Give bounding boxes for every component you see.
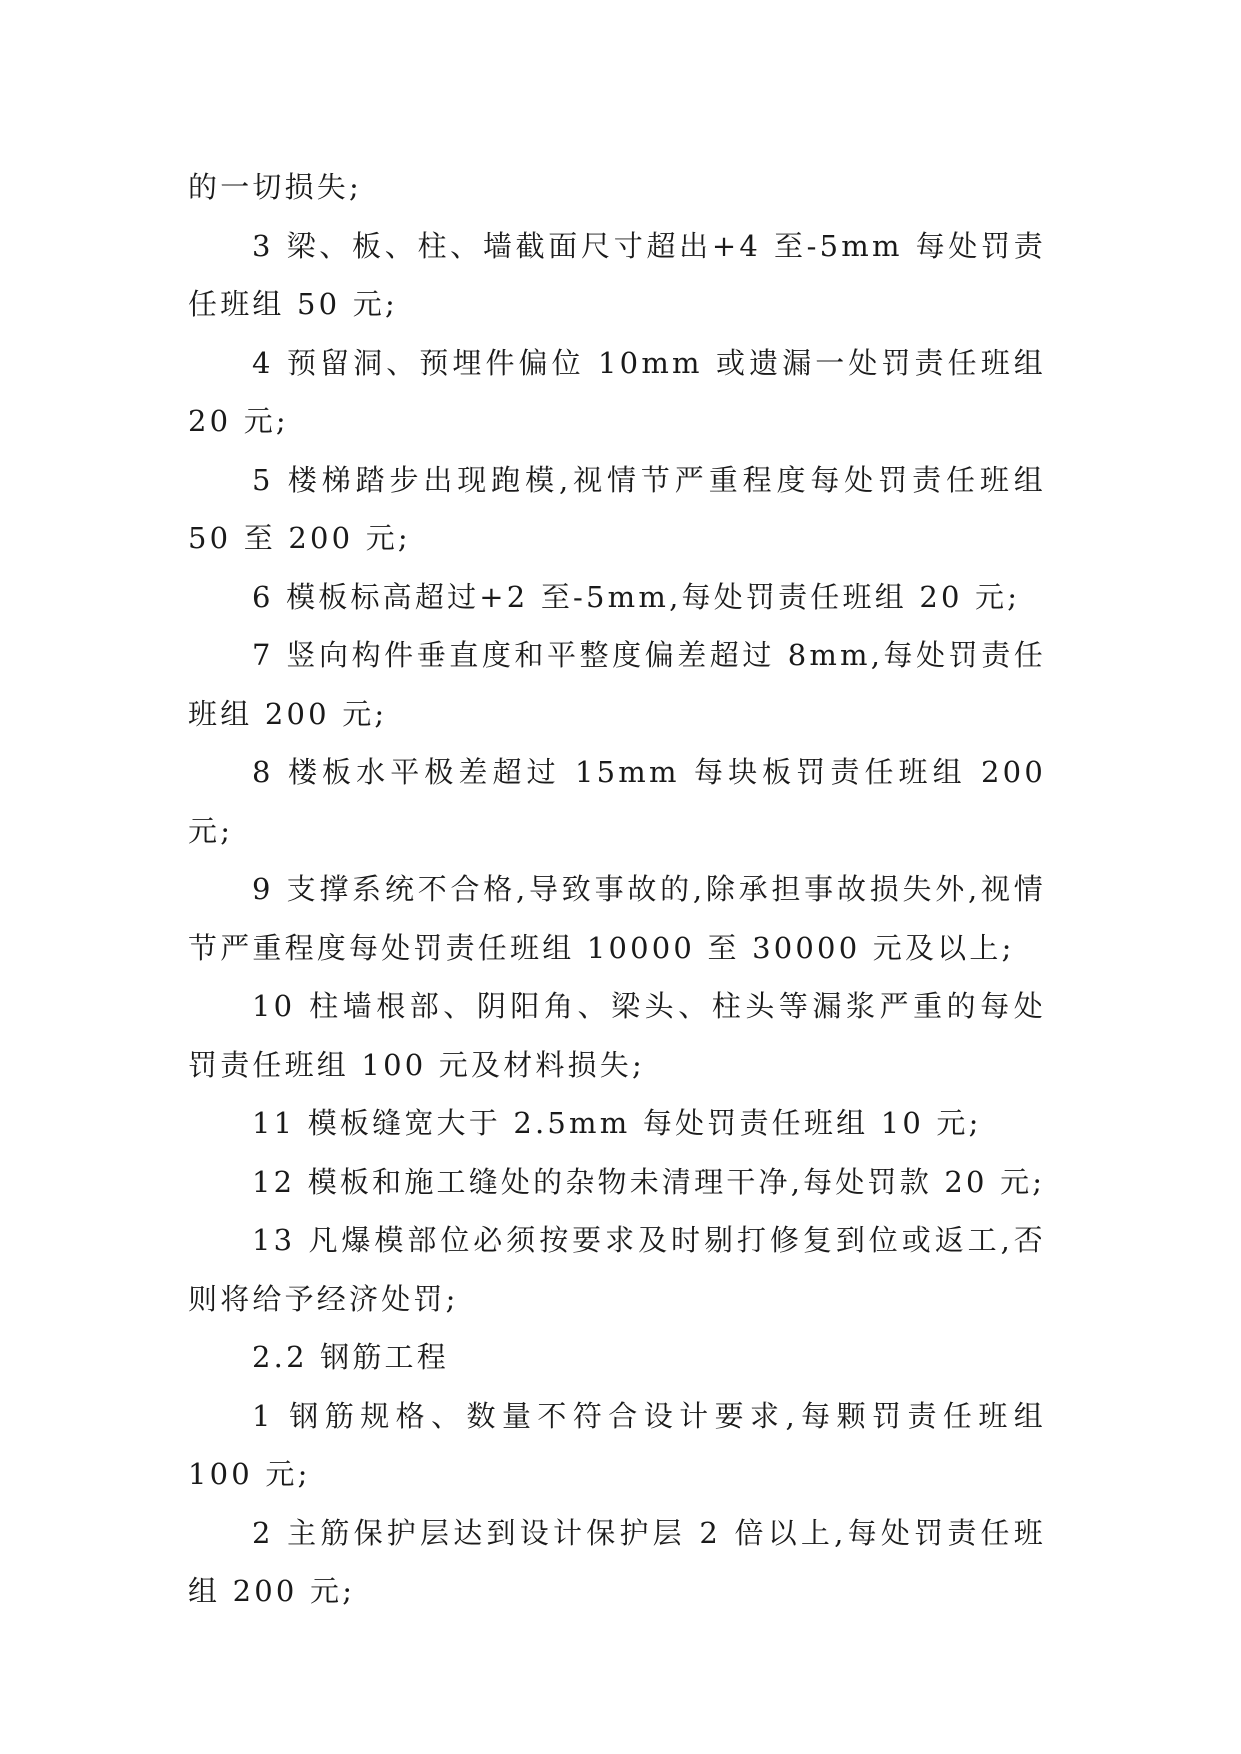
clause-8-floor-level: 8 楼板水平极差超过 15mm 每块板罚责任班组 200 元; bbox=[188, 755, 1046, 848]
clause-3-section-size: 3 梁、板、柱、墙截面尺寸超出+4 至-5mm 每处罚责任班组 50 元; bbox=[188, 228, 1046, 321]
clause-4-embedded-parts: 4 预留洞、预埋件偏位 10mm 或遗漏一处罚责任班组 20 元; bbox=[188, 345, 1046, 438]
clause-5-stair-steps: 5 楼梯踏步出现跑模,视情节严重程度每处罚责任班组 50 至 200 元; bbox=[188, 462, 1046, 555]
clause-10-grout-leakage: 10 柱墙根部、阴阳角、梁头、柱头等漏浆严重的每处罚责任班组 100 元及材料损失; bbox=[188, 989, 1046, 1082]
clause-13-formwork-burst: 13 凡爆模部位必须按要求及时剔打修复到位或返工,否则将给予经济处罚; bbox=[188, 1223, 1046, 1316]
rebar-clause-2-cover: 2 主筋保护层达到设计保护层 2 倍以上,每处罚责任班组 200 元; bbox=[188, 1515, 1046, 1608]
clause-12-debris: 12 模板和施工缝处的杂物未清理干净,每处罚款 20 元; bbox=[252, 1164, 1046, 1199]
clause-11-seam-width: 11 模板缝宽大于 2.5mm 每处罚责任班组 10 元; bbox=[252, 1106, 982, 1140]
clause-6-formwork-elevation: 6 模板标高超过+2 至-5mm,每处罚责任班组 20 元; bbox=[252, 579, 1021, 614]
clause-7-verticality: 7 竖向构件垂直度和平整度偏差超过 8mm,每处罚责任班组 200 元; bbox=[188, 638, 1046, 731]
paragraph-continuation: 的一切损失; bbox=[188, 170, 362, 204]
section-heading-rebar: 2.2 钢筋工程 bbox=[252, 1340, 449, 1374]
clause-9-support-system: 9 支撑系统不合格,导致事故的,除承担事故损失外,视情节严重程度每处罚责任班组 10000 至 30000 元及以上; bbox=[188, 872, 1046, 965]
rebar-clause-1-spec: 1 钢筋规格、数量不符合设计要求,每颗罚责任班组 100 元; bbox=[188, 1398, 1046, 1491]
document-body bbox=[188, 158, 1046, 1621]
